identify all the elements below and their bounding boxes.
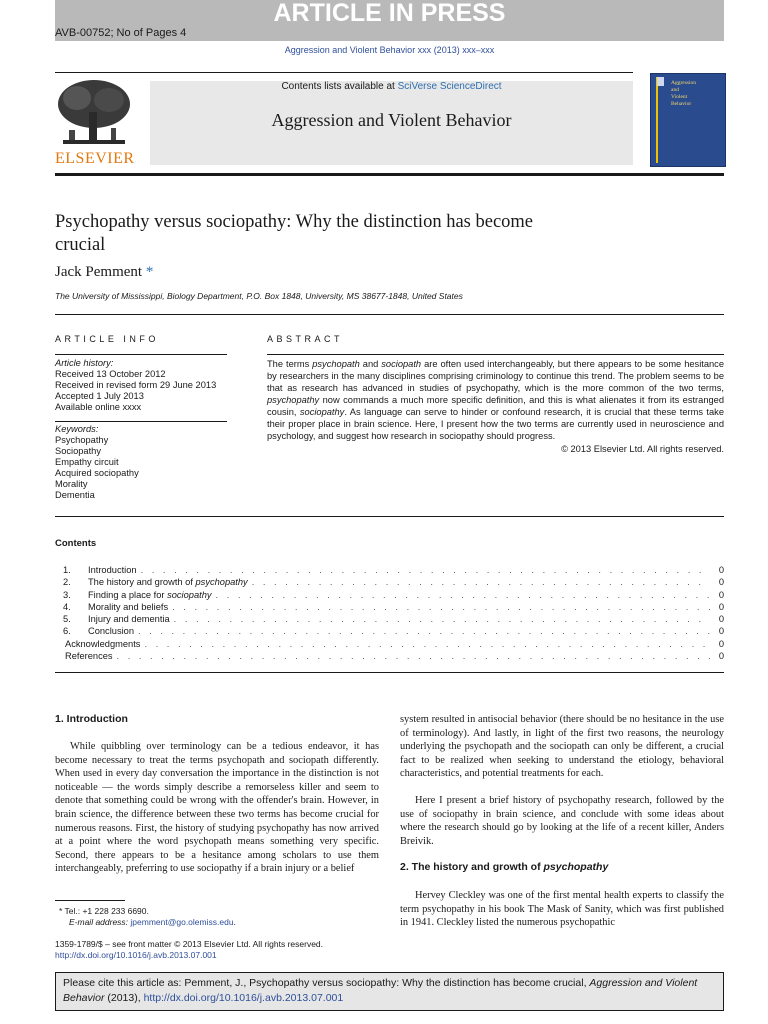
keywords-label: Keywords: [55,424,99,434]
contents-bottom-rule [55,672,724,673]
author-footnote-mark[interactable]: * [145,264,154,280]
author-name [55,264,153,281]
article-title: Psychopathy versus sociopathy: Why the distinction has become crucial [55,212,534,255]
section-1-paragraph-1: While quibbling over terminology can be a tedious endeavor, it has become necessary to treat the terms psychopath and sociopath differently. When used in every day conversation the importance in the distinction is not noticeable — the words simply describe a remorseless killer and seem to denote that something could be wrong with the offender's brain. However, in brain science, the difference between these two terms has become crucial for numerous reasons. First, the history of studying psychopathy has now arrived at a point where the word psychopath means something very specific. Second, there appears to be a hesitance among scholars to use them interchangeably, preferring to use sociopathy if a brain injury or a belief [55,741,379,875]
author-email-link[interactable]: jpemment@go.olemiss.edu [130,917,234,927]
toc-item-acknowledgments[interactable]: Acknowledgments . . . 0 [55,638,724,650]
keyword: Morality [55,479,88,489]
keywords-list [55,424,227,501]
doi-link[interactable]: http://dx.doi.org/10.1016/j.avb.2013.07.001 [55,950,217,960]
abstract-copyright: © 2013 Elsevier Ltd. All rights reserved. [561,444,724,454]
contents-available-line [150,81,633,92]
article-in-press-text: ARTICLE IN PRESS [273,0,506,27]
keyword: Psychopathy [55,435,109,445]
footnote-rule [55,900,125,901]
abstract-bottom-rule [55,516,724,517]
citation-text: Please cite this article as: Pemment, J., Psychopathy versus sociopathy: Why the distinction has become crucial, [63,977,590,989]
author-name-text: Jack Pemment [55,264,143,280]
article-history [55,358,227,413]
toc-item-introduction[interactable]: 1. Introduction . . . 0 [55,564,724,576]
journal-name: Aggression and Violent Behavior [271,110,512,130]
toc-item-sociopathy[interactable]: 3. Finding a place for sociopathy . . . 0 [55,589,724,601]
journal-cover-image: Aggression and Violent Behavior [650,73,726,167]
citation-doi-link[interactable]: http://dx.doi.org/10.1016/j.avb.2013.07.001 [143,992,344,1004]
footnote-tel: * Tel.: +1 228 233 6690. [59,906,149,916]
history-accepted: Accepted 1 July 2013 [55,391,144,401]
section-2-paragraph-1: Hervey Cleckley was one of the first mental health experts to classify the term psychopathy in his book The Mask of Sanity, which was first published in 1941. Cleckley listed the numerous psychopathic [400,890,724,929]
table-of-contents [55,564,724,662]
email-label: E-mail address: [69,917,131,927]
history-online: Available online xxxx [55,402,142,412]
toc-item-conclusion[interactable]: 6. Conclusion . . . 0 [55,625,724,637]
issn-line: 1359-1789/$ – see front matter © 2013 Elsevier Ltd. All rights reserved. [55,939,324,949]
abstract-rule [267,354,724,355]
sciencedirect-link[interactable]: SciVerse ScienceDirect [397,81,502,92]
toc-item-injury[interactable]: 5. Injury and dementia . . . 0 [55,613,724,625]
section-2-heading: 2. The history and growth of psychopathy [400,861,609,873]
toc-item-morality[interactable]: 4. Morality and beliefs . . . 0 [55,601,724,613]
masthead-bottom-rule [55,173,724,176]
keyword: Dementia [55,490,95,500]
keyword: Acquired sociopathy [55,468,139,478]
right-column-paragraph-1: system resulted in antisocial behavior (there should be no hesitance in the use of terminology). And lastly, in light of the first two reasons, the neurology underlying the psychopath and the sociopath can only be different, a crucial fact to be realized when seeking to understand the etiology, behavioral characteristics, and potential treatments for each. [400,714,724,780]
document-id: AVB-00752; No of Pages 4 [55,27,187,39]
abstract-heading: ABSTRACT [267,334,344,344]
masthead-top-rule [55,72,633,73]
keyword: Sociopathy [55,446,101,456]
history-label: Article history: [55,358,114,368]
history-received: Received 13 October 2012 [55,369,166,379]
article-info-heading: ARTICLE INFO [55,334,159,344]
contents-available-text: Contents lists available at [281,81,398,92]
author-affiliation: The University of Mississippi, Biology Department, P.O. Box 1848, University, MS 38677-1848, United States [55,291,463,301]
keywords-rule [55,421,227,422]
title-bottom-rule [55,314,724,315]
abstract-text: The terms psychopath and sociopath are often used interchangeably, but there appears to be some hesitance by researchers in the many disciplines comprising criminology to continue this trend. The problem seems to be that as research has advanced in studies of psychopathy, which is the more common of the two terms, psychopathy now commands a much more specific definition, and this is what alienates it from its estranged cousin, sociopathy. As language can serve to hinder or confound research, it is crucial that these terms take their proper place in brain science. Here, I present how the two terms are currently used in neuroscience and psychology, and suggest how research in sociopathy should progress. [267,359,725,441]
citation-box: Please cite this article as: Pemment, J., Psychopathy versus sociopathy: Why the distinction has become crucial, Aggression and Violent Behavior (2013), http://dx.doi.org/10.1016/j.avb.2013.07.001 [55,972,724,1011]
publisher-wordmark: ELSEVIER [55,150,135,167]
right-column-paragraph-2: Here I present a brief history of psychopathy research, followed by the use of sociopathy in brain science, and conclude with some ideas about where the research should go by looking at the life of a recent killer, Anders Breivik. [400,795,724,847]
citation-journal: Aggression and Violent Behavior [63,977,698,1004]
history-revised: Received in revised form 29 June 2013 [55,380,217,390]
toc-item-references[interactable]: References . . . 0 [55,650,724,662]
journal-reference-link[interactable]: Aggression and Violent Behavior xxx (2013) xxx–xxx [284,45,495,55]
contents-title: Contents [55,538,97,549]
section-1-heading: 1. Introduction [55,713,128,725]
footnote-author: * Tel.: +1 228 233 6690. E-mail address: jpemment@go.olemiss.edu. [55,906,379,928]
toc-item-history[interactable]: 2. The history and growth of psychopathy . . . 0 [55,576,724,588]
article-info-rule [55,354,227,355]
keyword: Empathy circuit [55,457,119,467]
